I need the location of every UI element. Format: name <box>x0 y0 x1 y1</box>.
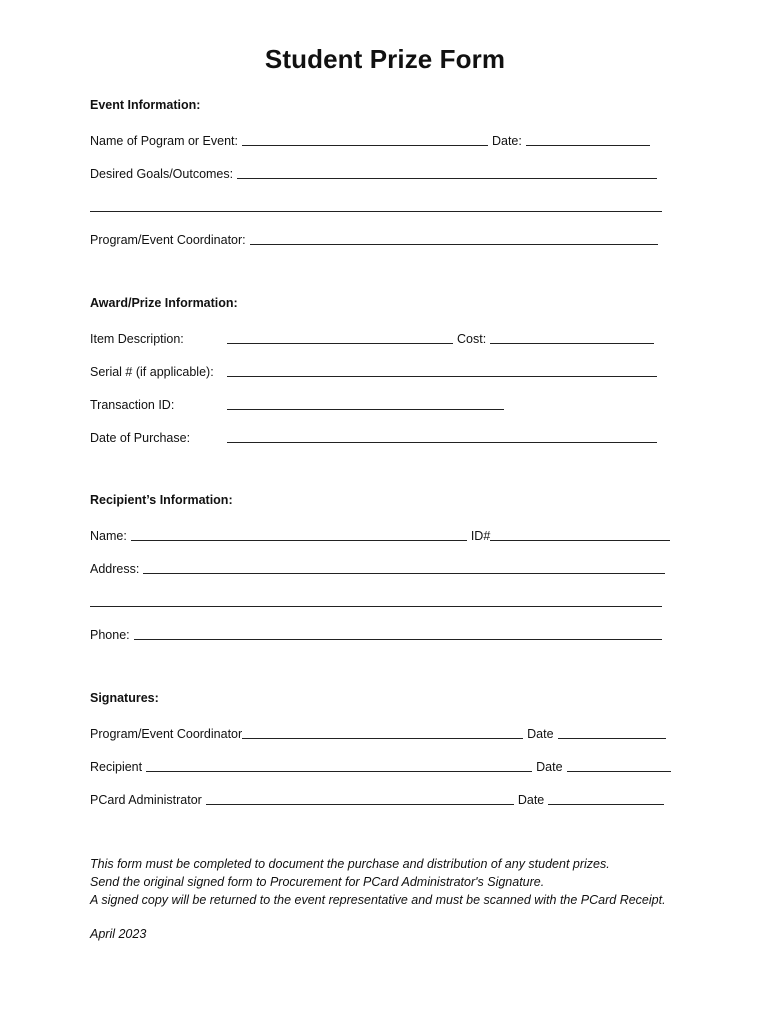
address-label: Address: <box>90 562 140 576</box>
goals-row-2 <box>90 196 666 214</box>
recipient-info-heading: Recipient’s Information: <box>90 493 233 507</box>
phone-field[interactable] <box>134 626 662 640</box>
revision-date: April 2023 <box>90 927 147 941</box>
recipient-id-field[interactable] <box>490 527 670 541</box>
event-date-label: Date: <box>491 134 522 148</box>
item-label: Item Description: <box>90 332 184 346</box>
address-row <box>90 558 669 576</box>
serial-field[interactable] <box>227 363 657 377</box>
signatures-heading: Signatures: <box>90 691 159 705</box>
program-row <box>90 130 654 148</box>
instructions-note <box>90 855 666 909</box>
note-line-1: This form must be completed to document the purchase and distribution of any student prizes. <box>90 857 610 871</box>
recipient-date-label: Date <box>536 760 563 774</box>
coordinator-signature-row <box>90 723 670 741</box>
serial-row <box>90 361 661 379</box>
transaction-row <box>90 394 508 412</box>
goals-field[interactable] <box>237 165 657 179</box>
coordinator-date-label: Date <box>527 727 554 741</box>
pcard-date-field[interactable] <box>548 791 664 805</box>
recipient-signature-label: Recipient <box>90 760 143 774</box>
transaction-label: Transaction ID: <box>90 398 175 412</box>
coordinator-row <box>90 229 662 247</box>
recipient-signature-field[interactable] <box>146 758 532 772</box>
pcard-signature-label: PCard Administrator <box>90 793 202 807</box>
goals-field-2[interactable] <box>90 198 662 212</box>
purchase-date-label: Date of Purchase: <box>90 431 191 445</box>
award-info-heading: Award/Prize Information: <box>90 296 238 310</box>
name-label: Name: <box>90 529 127 543</box>
form-title: Student Prize Form <box>264 44 506 74</box>
note-line-3: A signed copy will be returned to the event representative and must be scanned with the PCard Receipt. <box>90 893 666 907</box>
pcard-signature-field[interactable] <box>206 791 514 805</box>
transaction-id-field[interactable] <box>227 396 504 410</box>
recipient-date-field[interactable] <box>567 758 671 772</box>
pcard-signature-row <box>90 789 668 807</box>
address-row-2 <box>90 591 666 609</box>
id-label: ID# <box>470 529 491 543</box>
name-row <box>90 525 674 543</box>
program-name-field[interactable] <box>242 132 488 146</box>
event-date-field[interactable] <box>526 132 650 146</box>
recipient-name-field[interactable] <box>131 527 467 541</box>
item-description-field[interactable] <box>227 330 453 344</box>
coordinator-date-field[interactable] <box>558 725 666 739</box>
address-field-2[interactable] <box>90 593 662 607</box>
event-info-heading: Event Information: <box>90 98 201 112</box>
pcard-date-label: Date <box>517 793 545 807</box>
program-label: Name of Pogram or Event: <box>90 134 238 148</box>
coordinator-signature-field[interactable] <box>242 725 523 739</box>
recipient-signature-row <box>90 756 675 774</box>
phone-row <box>90 624 666 642</box>
note-line-2: Send the original signed form to Procurement for PCard Administrator's Signature. <box>90 875 545 889</box>
coordinator-field[interactable] <box>250 231 658 245</box>
phone-label: Phone: <box>90 628 130 642</box>
cost-label: Cost: <box>457 332 487 346</box>
serial-label: Serial # (if applicable): <box>90 365 214 379</box>
purchase-date-row <box>90 427 661 445</box>
goals-label: Desired Goals/Outcomes: <box>90 167 234 181</box>
address-field[interactable] <box>143 560 665 574</box>
item-row <box>90 328 658 346</box>
cost-field[interactable] <box>490 330 654 344</box>
coordinator-signature-label: Program/Event Coordinator <box>90 727 243 741</box>
purchase-date-field[interactable] <box>227 429 657 443</box>
coordinator-label: Program/Event Coordinator: <box>90 233 246 247</box>
goals-row <box>90 163 661 181</box>
